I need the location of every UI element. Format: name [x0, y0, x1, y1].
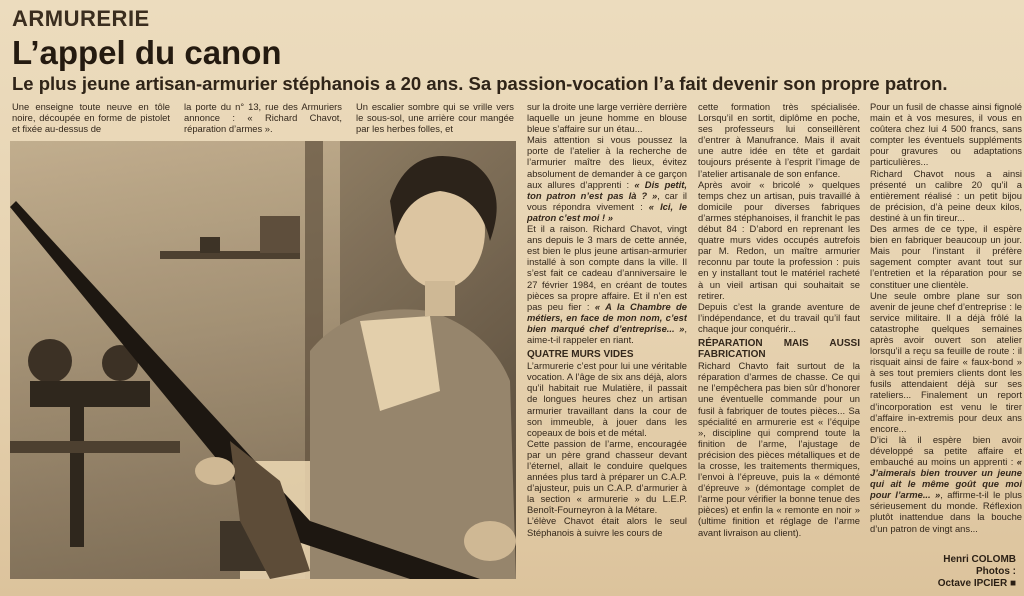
paragraph: sur la droite une large verrière derrière laquelle un jeune homme en blouse bleue s’affaire sur un étau...: [527, 101, 687, 135]
paragraph: Et il a raison. Richard Chavot, vingt ans depuis le 3 mars de cette année, est bien le plus jeune artisan-armurier installé à son compte dans la ville. Il s’est fait ce cadeau d’anniversaire le 27 février 1984, en créant de toutes pièces sa propre affaire. Et il n’en est pas peu fier : « A la Chambre de métiers, en face de mon nom, c’est bien marqué chef d’entreprise... », aime-t-il rappeler en riant.: [527, 223, 687, 345]
paragraph: L’armurerie c’est pour lui une véritable vocation. A l’âge de six ans déjà, alors qu’il habitait rue Mulatière, il passait de longues heures chez un artisan armurier travaillant dans la cour de son immeuble, à jouer dans les copeaux de bois et de métal.: [527, 360, 687, 438]
photos-label: Photos :: [976, 566, 1016, 577]
photographer-name: Octave IPCIER ■: [937, 578, 1016, 589]
photo-illustration: [10, 141, 516, 579]
author-name: Henri COLOMB: [943, 554, 1016, 565]
quote: « Dis petit, ton patron n’est pas là ? »: [527, 178, 687, 201]
paragraph: Pour un fusil de chasse ainsi fignolé main et à vos mesures, il vous en coûtera chez lui 4 500 francs, sans compter les éventuels suppléments pour gravures ou adaptations particulières...: [870, 101, 1022, 168]
column-4: [527, 101, 687, 576]
paragraph: Richard Chavot nous a ainsi présenté un calibre 20 qu’il a entièrement réalisé : un petit bijou de précision, d’à peine deux kilos, destiné à un fin tireur...: [870, 167, 1022, 223]
paragraph: cette formation très spécialisée. Lorsqu’il en sortit, diplôme en poche, ses professeurs lui conseillèrent d’entrer à Manufrance. Mais il avait une autre idée en tête et gardait toujours présente à l’esprit l’image de l’atelier artisanale de son enfance.: [698, 101, 860, 179]
subheading: QUATRE MURS VIDES: [527, 349, 634, 361]
paragraph: la porte du n° 13, rue des Armuriers annonce : « Richard Chavot, réparation d’armes ».: [184, 101, 342, 135]
paragraph: Richard Chavto fait surtout de la réparation d’armes de chasse. Ce qui ne l’empêchera pas bien sûr d’honorer une éventuelle commande pour un fusil à fabriquer de toutes pièces... Sa spécialité en armurerie est « l’équipe », discipline qui comprend toute la finition de l’arme, l’ajustage de précision des pièces métalliques et de la crosse, les traitements thermiques, l’envoi à l’épreuve, puis la « démonté d’épreuve » (démontage complet de l’arme pour vérifier la bonne tenue des pièces) et enfin la « remonte en noir » (ultime finition et réglage de l’arme avant livraison au client).: [698, 360, 860, 538]
paragraph: Une enseigne toute neuve en tôle noire, découpée en forme de pistolet et fixée au-dessus de: [12, 101, 170, 135]
section-kicker: ARMURERIE: [12, 6, 150, 31]
end-mark-icon: ■: [1009, 578, 1016, 589]
column-3: [356, 101, 514, 139]
headline: L’appel du canon: [12, 34, 282, 71]
paragraph: L’élève Chavot était alors le seul Stéphanois à suivre les cours de: [527, 515, 687, 538]
quote: « Ici, le patron c’est moi ! »: [527, 200, 687, 223]
paragraph: Mais attention si vous poussez la porte de l’atelier à la recherche de l’armurier maître des lieux, évitez absolument de demander à ce garçon aux allures d’apprenti : « Dis petit, ton patron n’est pas là ? », car il vous répondra vivement : « Ici, le patron c’est moi ! »: [527, 134, 687, 223]
quote: « J’aimerais bien trouver un jeune qui ait le même goût que moi pour l’arme... »: [870, 456, 1022, 501]
column-6: [870, 101, 1022, 576]
photo-armurier-with-shotgun: [10, 141, 516, 579]
column-2: [184, 101, 342, 139]
subheading: RÉPARATION MAIS AUSSI FABRICATION: [698, 337, 860, 361]
paragraph: Un escalier sombre qui se vrille vers le sous-sol, une arrière cour mangée par les herbes folles, et: [356, 101, 514, 135]
paragraph: Depuis c’est la grande aventure de l’indépendance, et du travail qu’il faut chaque jour conquérir...: [698, 300, 860, 334]
column-1: [12, 101, 170, 139]
column-5: [698, 101, 860, 576]
paragraph: Des armes de ce type, il espère bien en fabriquer beaucoup un jour. Mais pour l’instant il préfère sagement compter avant tout sur l’entretien et la réparation pour se constituer une clientèle.: [870, 223, 1022, 290]
paragraph: Une seule ombre plane sur son avenir de jeune chef d’entreprise : le service militaire. Il a déjà frôlé la catastrophe quelques semaines après avoir ouvert son atelier lorsqu’il a reçu sa feuille de route : il risquait ainsi de faire « faux-bond » à ses tout premiers clients dont les fusils attendaient déjà sur ses rateliers... Finalement un report d’incorporation est venu le tirer d’affaire in-extremis pour deux ans encore...: [870, 289, 1022, 434]
byline: [866, 554, 1016, 590]
paragraph: Cette passion de l’arme, encouragée par un père grand chasseur devant l’éternel, allait le conduire quelques années plus tard à préparer un C.A.P. d’ajusteur, puis un C.A.P. d’armurier à la section « armurerie » du L.E.P. Benoît-Fourneyron à la Métare.: [527, 437, 687, 516]
paragraph: D’ici là il espère bien avoir développé sa petite affaire et embauché au moins un apprenti : « J’aimerais bien trouver un jeune qui ait le même goût que moi pour l’arme... », affirme-t-il le plus sérieusement du monde. Réflexion plutôt inattendue dans la bouche d’un patron de vingt ans...: [870, 433, 1022, 534]
quote: « A la Chambre de métiers, en face de mon nom, c’est bien marqué chef d’entreprise... »: [527, 300, 687, 334]
paragraph: Après avoir « bricolé » quelques temps chez un artisan, puis travaillé à domicile pour diverses fabriques d’armes stéphanoises, il franchit le pas début 84 : D’abord en reprenant les quatre murs vides occupés autrefois par M. Redon, un maître armurier reconnu par toute la profession : puis en y installant tout le matériel racheté à un vieil artisan qui souhaitait se retirer.: [698, 178, 860, 301]
deck-subtitle: Le plus jeune artisan-armurier stéphanois a 20 ans. Sa passion-vocation l’a fait devenir son propre patron.: [12, 73, 948, 94]
